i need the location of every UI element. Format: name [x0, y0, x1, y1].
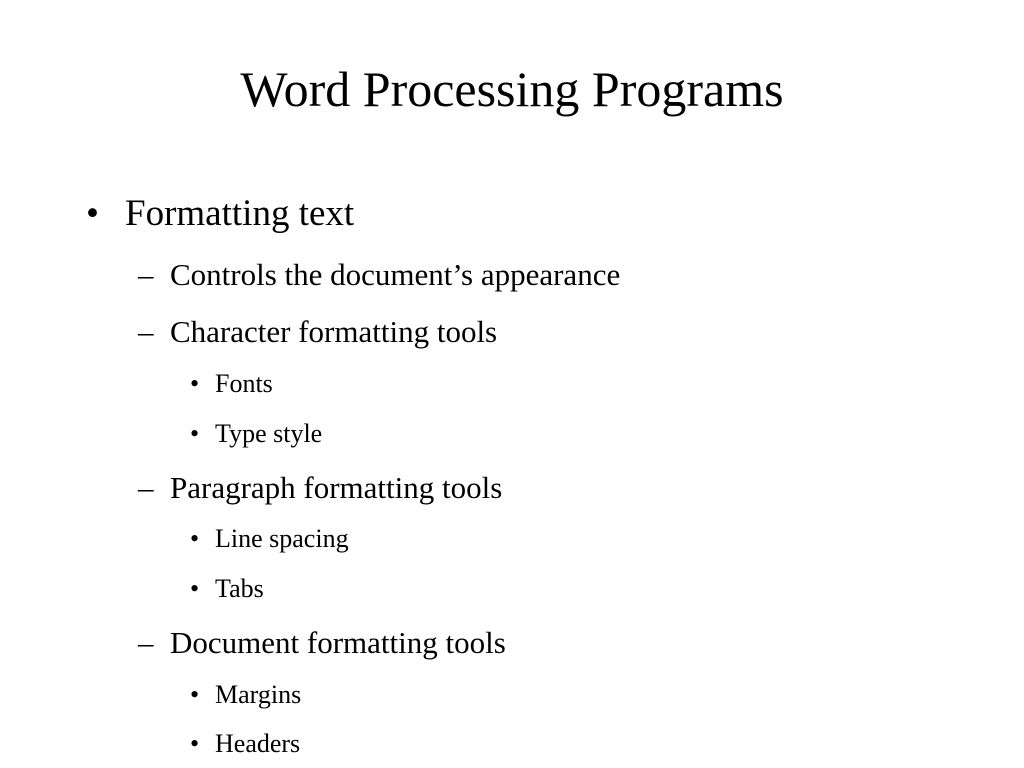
sub-bullet-text: Document formatting tools [170, 625, 506, 660]
sub-sub-bullet-text: Margins [215, 680, 302, 709]
sub-sub-bullet-text: Tabs [215, 574, 264, 603]
sub-sub-bullet-marker: • [190, 574, 200, 603]
sub-sub-bullet-marker: • [190, 419, 200, 448]
sub-sub-bullet-marker: • [190, 680, 200, 709]
sub-bullet-text: Paragraph formatting tools [170, 470, 503, 505]
sub-bullet-text: Character formatting tools [170, 314, 498, 349]
sub-sub-bullet-text: Type style [215, 419, 323, 448]
sub-sub-bullet-marker: • [190, 729, 200, 758]
dash-marker: – [138, 470, 154, 505]
sub-sub-bullet-text: Fonts [215, 369, 273, 398]
bullet-marker: • [86, 193, 99, 234]
sub-sub-bullet-marker: • [190, 369, 200, 398]
dash-marker: – [138, 257, 154, 292]
sub-sub-bullet-text: Headers [215, 729, 301, 758]
sub-sub-bullet-text: Line spacing [215, 524, 349, 553]
dash-marker: – [138, 314, 154, 349]
sub-bullet-text: Controls the document’s appearance [170, 257, 621, 292]
slide-title: Word Processing Programs [240, 61, 784, 117]
dash-marker: – [138, 625, 154, 660]
sub-sub-bullet-marker: • [190, 524, 200, 553]
bullet-text: Formatting text [125, 193, 355, 234]
